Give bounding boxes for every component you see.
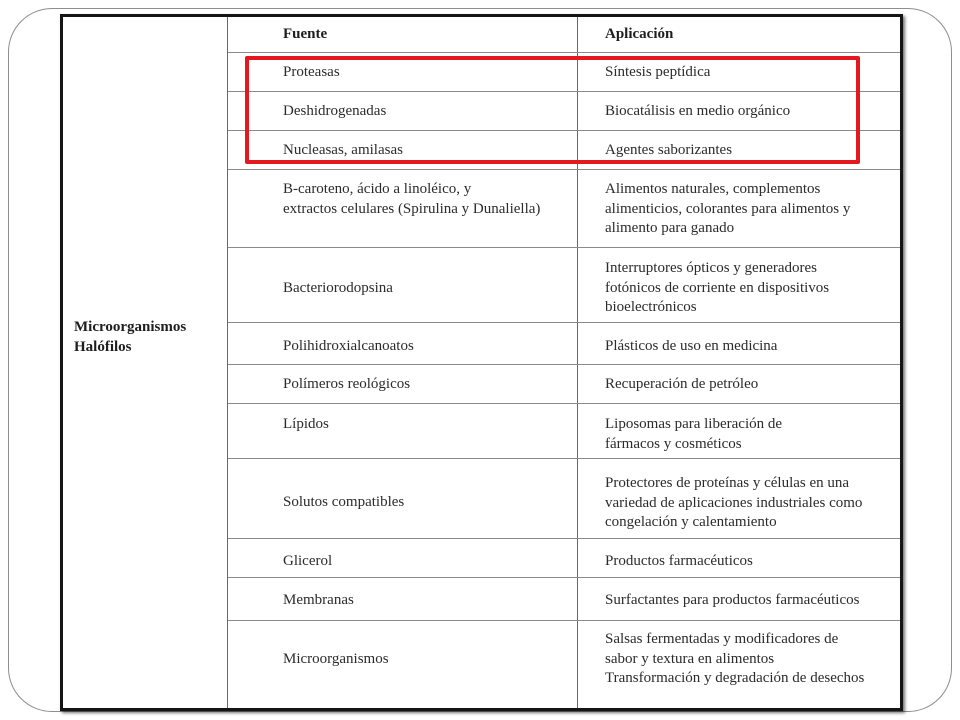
group-column-divider [227, 17, 228, 708]
aplicacion-text: bioelectrónicos [605, 299, 697, 316]
fuente-cell [283, 141, 403, 161]
row-divider [228, 247, 900, 248]
aplicacion-cell [605, 474, 862, 533]
aplicacion-text: Liposomas para liberación de [605, 416, 783, 433]
row-divider [228, 322, 900, 323]
aplicacion-cell [605, 141, 732, 161]
row-divider [228, 620, 900, 621]
fuente-cell [283, 102, 386, 122]
aplicacion-cell [605, 63, 710, 83]
aplicacion-cell [605, 552, 753, 572]
aplicacion-text: Plásticos de uso en medicina [605, 338, 778, 355]
row-divider [228, 130, 900, 131]
fuente-text: Polihidroxialcanoatos [283, 338, 414, 355]
aplicacion-text: Salsas fermentadas y modificadores de [605, 631, 839, 648]
aplicacion-cell [605, 180, 850, 239]
fuente-cell [283, 493, 404, 513]
fuente-cell [283, 63, 340, 83]
aplicacion-cell [605, 415, 782, 454]
row-group-label-line: Microorganismos [74, 319, 187, 335]
aplicacion-text: Alimentos naturales, complementos [605, 181, 821, 198]
fuente-cell [283, 180, 540, 219]
fuente-cell [283, 552, 332, 572]
fuente-text: Solutos compatibles [283, 494, 405, 511]
aplicacion-text: Interruptores ópticos y generadores [605, 260, 818, 277]
aplicacion-cell [605, 102, 790, 122]
aplicacion-text: congelación y calentamiento [605, 514, 777, 531]
fuente-text: B-caroteno, ácido a linoléico, y [283, 181, 472, 198]
fuente-cell [283, 279, 393, 299]
row-divider [228, 577, 900, 578]
fuente-text: Proteasas [283, 64, 340, 81]
aplicacion-cell [605, 337, 777, 357]
aplicacion-text: fotónicos de corriente en dispositivos [605, 279, 830, 296]
aplicacion-text: fármacos y cosméticos [605, 435, 742, 452]
aplicacion-text: Productos farmacéuticos [605, 553, 753, 570]
aplicacion-text: sabor y textura en alimentos [605, 650, 775, 667]
aplicacion-cell [605, 375, 758, 395]
aplicacion-cell [605, 591, 859, 611]
row-divider [228, 364, 900, 365]
aplicacion-cell [605, 259, 829, 318]
aplicacion-text: Agentes saborizantes [605, 142, 733, 159]
fuente-cell [283, 591, 354, 611]
aplicacion-cell [605, 630, 864, 689]
row-group-label [74, 318, 186, 357]
fuente-cell [283, 375, 410, 395]
row-divider [228, 538, 900, 539]
fuente-text: Bacteriorodopsina [283, 280, 393, 297]
aplicacion-text: alimenticios, colorantes para alimentos y [605, 200, 851, 217]
aplicacion-text: Recuperación de petróleo [605, 376, 759, 393]
row-divider [228, 91, 900, 92]
fuente-text: Membranas [283, 592, 354, 609]
fuente-text: extractos celulares (Spirulina y Dunaliella) [283, 200, 541, 217]
row-divider [228, 52, 900, 53]
aplicacion-text: alimento para ganado [605, 220, 735, 237]
fuente-column-divider [577, 17, 578, 708]
aplicacion-text: Síntesis peptídica [605, 64, 711, 81]
aplicacion-text: variedad de aplicaciones industriales como [605, 494, 863, 511]
row-group-label-line: Halófilos [74, 338, 132, 355]
fuente-text: Microorganismos [283, 651, 389, 668]
aplicacion-text: Biocatálisis en medio orgánico [605, 103, 791, 120]
row-divider [228, 403, 900, 404]
row-divider [228, 458, 900, 459]
aplicacion-text: Protectores de proteínas y células en una [605, 475, 850, 492]
aplicacion-text: Surfactantes para productos farmacéuticos [605, 592, 860, 609]
fuente-cell [283, 650, 389, 670]
fuente-cell [283, 337, 414, 357]
row-divider [228, 169, 900, 170]
fuente-text: Polímeros reológicos [283, 376, 411, 393]
header-fuente: Fuente [283, 26, 328, 42]
fuente-text: Glicerol [283, 553, 333, 570]
fuente-text: Lípidos [283, 416, 329, 433]
header-aplicacion: Aplicación [605, 26, 674, 42]
fuente-text: Nucleasas, amilasas [283, 142, 403, 159]
fuente-cell [283, 415, 329, 435]
fuente-text: Deshidrogenadas [283, 103, 387, 120]
aplicacion-text: Transformación y degradación de desechos [605, 670, 865, 687]
